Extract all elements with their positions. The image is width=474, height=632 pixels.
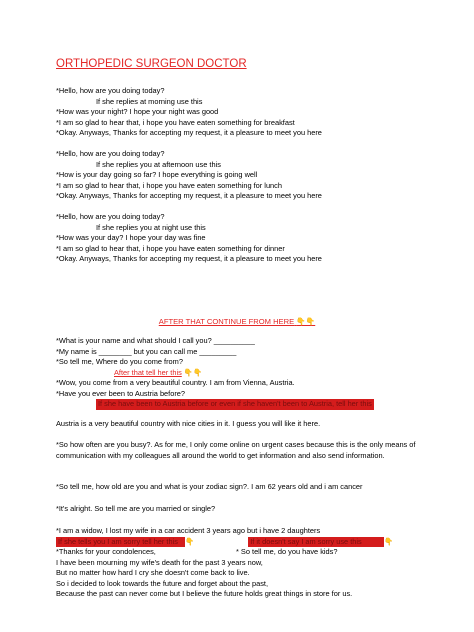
script-line: Austria is a very beautiful country with nice cities in it. I guess you will like it here. [56, 419, 321, 428]
script-line: *So tell me, Where do you come from? [56, 357, 183, 366]
script-line: *Wow, you come from a very beautiful country. I am from Vienna, Austria. [56, 378, 295, 387]
script-line: *I am so glad to hear that, i hope you have eaten something for lunch [56, 180, 282, 190]
script-line: *Okay. Anyways, Thanks for accepting my request, it a pleasure to meet you here [56, 128, 322, 137]
morning-script [56, 86, 322, 139]
afternoon-script [56, 149, 322, 202]
script-line: Because the past can never come but I believe the future holds great things in store for us. [56, 589, 353, 598]
script-instruction: If she replies you at night use this [96, 222, 206, 232]
script-instruction: If she replies you at afternoon use this [96, 159, 221, 169]
script-line: *How was your night? I hope your night was good [56, 107, 219, 116]
script-instruction: If she replies at morning use this [96, 96, 203, 106]
script-line: So i decided to look towards the future and forget about the past, [56, 578, 269, 588]
script-paragraph: *So how often are you busy?. As for me, I only come online on urgent cases because this is the only means of communication with my colleagues all around the world to get information and also send information. [56, 440, 416, 460]
script-line: *Okay. Anyways, Thanks for accepting my request, it a pleasure to meet you here [56, 191, 322, 200]
script-line: But no matter how hard I cry she doesn't come back to live. [56, 568, 250, 577]
script-line: *How was your day? I hope your day was fine [56, 233, 206, 242]
script-line: *So tell me, how old are you and what is your zodiac sign?. I am 62 years old and i am cancer [56, 482, 363, 491]
busy-paragraph [56, 440, 426, 461]
married-line [56, 504, 215, 515]
script-line: *I am a widow, I lost my wife in a car accident 3 years ago but i have 2 daughters [56, 526, 321, 535]
after-tell-text: After that tell her this [114, 367, 182, 377]
highlight-austria: If she have been to Austria before or even if she haven't been to Austria, tell her this [98, 399, 372, 408]
script-line: *It's alright. So tell me are you married or single? [56, 504, 216, 513]
night-script [56, 212, 322, 265]
script-line: *What is your name and what should I call you? __________ [56, 336, 255, 345]
script-line: *Have you ever been to Austria before? [56, 388, 186, 398]
script-line: *My name is ________ but you can call me _________ [56, 346, 237, 356]
continue-heading [0, 317, 474, 326]
pointing-down-icon: 👇 [185, 536, 195, 546]
intro-script [56, 336, 374, 410]
widow-section [56, 526, 420, 600]
script-line: *I am so glad to hear that, i hope you have eaten something for breakfast [56, 117, 295, 127]
script-line: I have been mourning my wife's death for the past 3 years now, [56, 557, 263, 567]
highlight-if-sorry: If she tells you I am sorry tell her this [56, 537, 185, 548]
highlighted-instruction [56, 399, 374, 410]
pointing-down-icon: 👇 [384, 536, 394, 546]
pointing-down-icon: 👇👇 [183, 367, 203, 377]
script-line: *Thanks for your condolences, [56, 547, 156, 556]
document-title: ORTHOPEDIC SURGEON DOCTOR [56, 58, 247, 70]
age-line [56, 482, 362, 493]
condition-row [56, 537, 420, 548]
script-line: *How is your day going so far? I hope everything is going well [56, 170, 258, 179]
script-instruction [56, 368, 374, 379]
highlight-if-doesnt: If it doesn't say I am sorry use this [248, 537, 384, 548]
script-line: *Hello, how are you doing today? [56, 149, 165, 158]
script-line: *Okay. Anyways, Thanks for accepting my request, it a pleasure to meet you here [56, 254, 322, 263]
script-line: *Hello, how are you doing today? [56, 212, 165, 221]
response-row [56, 547, 420, 558]
script-line: * So tell me, do you have kids? [236, 547, 338, 556]
continue-heading-text: AFTER THAT CONTINUE FROM HERE [158, 317, 295, 326]
script-line: *I am so glad to hear that, i hope you have eaten something for dinner [56, 243, 285, 253]
script-line: *Hello, how are you doing today? [56, 86, 165, 95]
pointing-down-icon: 👇👇 [296, 317, 316, 326]
austria-line [56, 419, 320, 430]
